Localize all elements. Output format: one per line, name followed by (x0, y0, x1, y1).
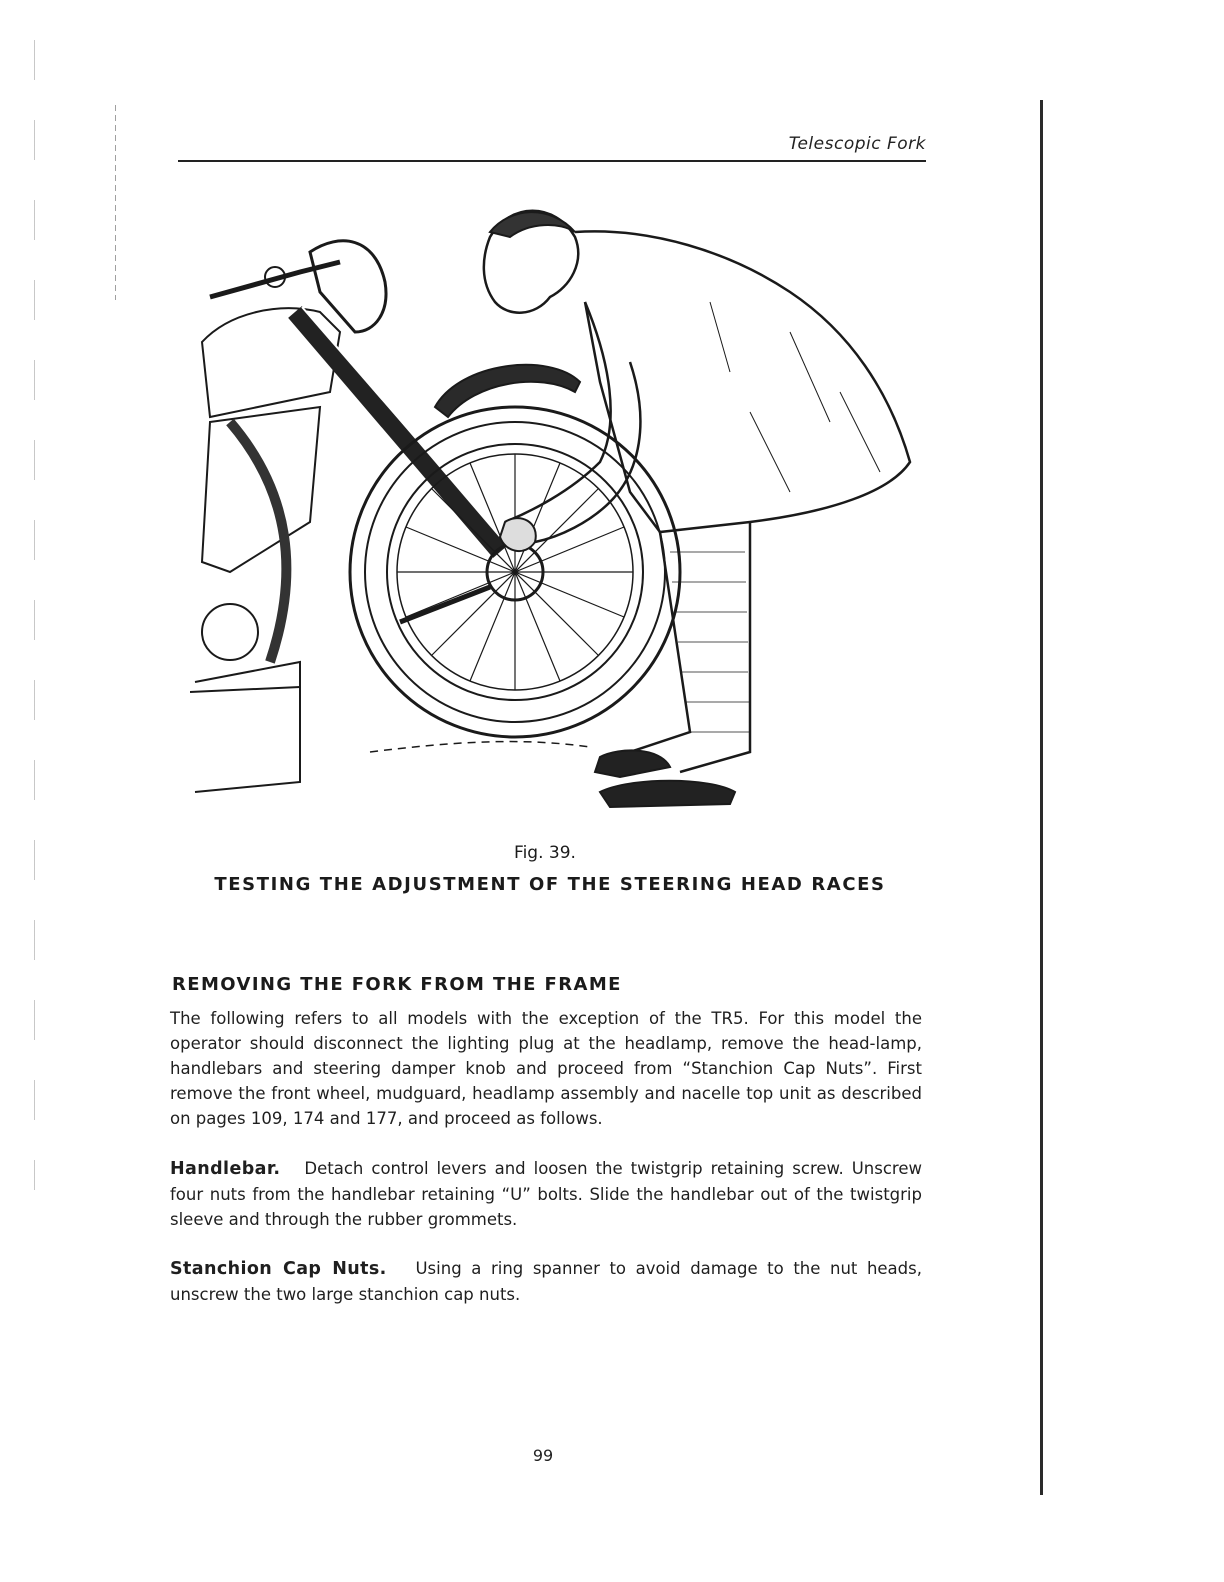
running-header-title: Telescopic Fork (788, 134, 926, 154)
figure-label: Fig. 39. (514, 843, 576, 863)
stand-block (195, 662, 300, 792)
mechanic-trouser-back (680, 522, 750, 772)
handlebar-paragraph (170, 1156, 922, 1232)
mechanic-arm-right (535, 362, 640, 542)
fuel-tank (202, 308, 340, 417)
figure-caption: TESTING THE ADJUSTMENT OF THE STEERING HEAD RACES (214, 874, 886, 895)
header-rule (178, 160, 926, 162)
handlebar-lead: Handlebar. (170, 1159, 281, 1179)
mechanic-hands (500, 518, 536, 551)
fork-leg (295, 312, 500, 552)
handlebar-text: Detach control levers and loosen the twistgrip retaining screw. Unscrew four nuts from the handlebar retaining “U” bolts. Slide the handlebar out of the twistgrip sleeve and through the rubber grommets. (170, 1159, 922, 1229)
stanchion-cap-nuts-text: Using a ring spanner to avoid damage to the nut heads, unscrew the two large stanchion cap nuts. (170, 1259, 922, 1304)
headlamp (310, 241, 386, 332)
scan-edge-left (34, 40, 35, 1190)
figure-illustration (190, 192, 920, 822)
stanchion-cap-nuts-paragraph (170, 1256, 922, 1307)
page-number: 99 (532, 1446, 554, 1465)
spanner (400, 587, 490, 622)
stanchion-cap-nuts-lead: Stanchion Cap Nuts. (170, 1259, 387, 1279)
mechanic-shoe-left (595, 750, 670, 777)
mudguard (435, 365, 580, 417)
engine-casing (202, 407, 320, 572)
trouser-hatching (670, 552, 750, 732)
mechanic-coat (575, 231, 910, 532)
scan-edge-left-inner (115, 105, 116, 300)
intro-paragraph: The following refers to all models with the exception of the TR5. For this model the operator should disconnect the lighting plug at the headlamp, remove the head-lamp, handlebars and steering damper knob and proceed from “Stanchion Cap Nuts”. First remove the front wheel, mudguard, headlamp assembly and nacelle top unit as described on pages 109, 174 and 177, and proceed as follows. (170, 1009, 922, 1128)
mechanic-shoe-right (600, 781, 735, 807)
section-heading: REMOVING THE FORK FROM THE FRAME (172, 974, 622, 995)
engine-cover (202, 604, 258, 660)
scan-edge-right (1040, 100, 1043, 1495)
coat-folds (710, 302, 880, 492)
wheel-spokes (397, 454, 633, 690)
mechanic-hair (490, 212, 575, 237)
mechanic-motorcycle-drawing (190, 192, 920, 822)
